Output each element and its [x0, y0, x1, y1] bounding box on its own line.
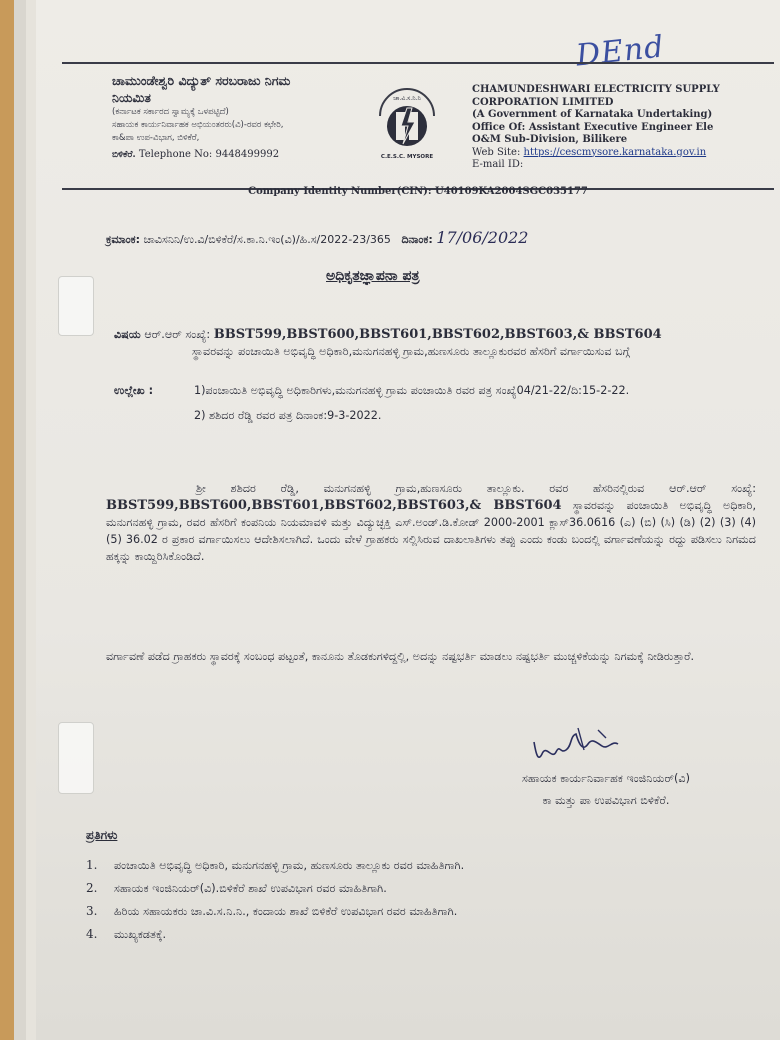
copy-text: ಮುಖ್ಯಕಡತಕ್ಕೆ. — [114, 928, 167, 941]
logo-text-top: ಚಾ.ವಿ.ಸ.ನಿ.ನಿ — [393, 95, 421, 102]
company-name: CHAMUNDESHWARI ELECTRICITY SUPPLY — [472, 84, 720, 95]
letterhead-kannada — [112, 72, 362, 160]
signature-block — [456, 768, 756, 812]
para1-start: ಶ್ರೀ ಶಶಿದರ ರೆಡ್ಡಿ, ಮನುಗನಹಳ್ಳಿ ಗ್ರಾಮ,ಹುಣಸೂರು ತಾಲ್ಲೂಕು. ರವರ ಹೆಸರಿನಲ್ಲಿರುವ ಆರ್.ಆರ್ ಸಂಖ್ಯೆ: — [196, 482, 756, 495]
signature-designation: ಸಹಾಯಕ ಕಾರ್ಯನಿರ್ವಾಹಕ ಇಂಜಿನಿಯರ್(ವಿ) — [522, 772, 690, 785]
copy-text: ಪಂಚಾಯಿತಿ ಅಭಿವೃದ್ಧಿ ಅಧಿಕಾರಿ, ಮನುಗನಹಳ್ಳಿ ಗ್ರಾಮ, ಹುಣಸೂರು ತಾಲ್ಲೂಕು ರವರ ಮಾಹಿತಿಗಾಗಿ. — [114, 859, 465, 872]
letter-page — [36, 0, 780, 1040]
copy-text: ಸಹಾಯಕ ಇಂಜಿನಿಯರ್(ವಿ).ಬಿಳಿಕೆರೆ ಶಾಖೆ ಉಪವಿಭಾಗ ರವರ ಮಾಹಿತಿಗಾಗಿ. — [114, 882, 387, 895]
copies-heading: ಪ್ರತಿಗಳು — [86, 828, 118, 842]
date-label: ದಿನಾಂಕ: — [401, 233, 433, 246]
subject-block — [114, 326, 754, 360]
reference-item-2: 2) ಶಶಿದರ ರೆಡ್ಡಿ ರವರ ಪತ್ರ ದಿನಾಂಕ:9-3-2022. — [194, 409, 382, 422]
website-line — [472, 147, 772, 160]
copy-number: 4. — [86, 927, 98, 941]
letterhead — [62, 62, 774, 197]
kannada-company-name-2: ನಿಯಮಿತ — [112, 90, 151, 105]
references-block — [114, 382, 754, 424]
signature-office: ಕಾ ಮತ್ತು ಪಾ ಉಪವಿಭಾಗ ಬಿಳಿಕೆರೆ. — [542, 794, 670, 807]
kannada-subtitle: (ಕರ್ನಾಟಕ ಸರ್ಕಾರದ ಸ್ವಾಮ್ಯಕ್ಕೆ ಒಳಪಟ್ಟಿದೆ) — [112, 107, 229, 117]
kannada-office: ಸಹಾಯಕ ಕಾರ್ಯನಿರ್ವಾಹಕ ಅಭಿಯಂತರರು(ವಿ)-ರವರ ಕಛೇರಿ, — [112, 120, 284, 130]
reference-number-label: ಕ್ರಮಾಂಕ: — [106, 233, 140, 246]
subject-prefix: ಆರ್.ಆರ್ ಸಂಖ್ಯೆ: — [144, 328, 211, 341]
kannada-company-name: ಚಾಮುಂಡೇಶ್ವರಿ ವಿದ್ಯುತ್ ಸರಬರಾಜು ನಿಗಮ — [112, 73, 291, 88]
email-label: E-mail ID: — [472, 159, 524, 170]
subject-text: ಸ್ಥಾವರವನ್ನು ಪಂಚಾಯಿತಿ ಅಭಿವೃದ್ಧಿ ಅಧಿಕಾರಿ,ಮನುಗನಹಳ್ಳಿ ಗ್ರಾಮ,ಹುಣಸೂರು ತಾಲ್ಲೂಕುರವರ ಹೆಸರಿಗೆ ವರ್ಗಾಯಿಸುವ ಬಗ್ಗೆ — [192, 345, 630, 358]
cesc-logo — [372, 86, 442, 162]
telephone-label: Telephone No: — [138, 149, 213, 160]
copies-list — [86, 854, 766, 946]
copy-text: ಹಿರಿಯ ಸಹಾಯಕರು ಚಾ.ವಿ.ಸ.ನಿ.ನಿ., ಕಂದಾಯ ಶಾಖೆ ಬಿಳಿಕೆರೆ ಉಪವಿಭಾಗ ರವರ ಮಾಹಿತಿಗಾಗಿ. — [114, 905, 458, 918]
telephone-line — [112, 149, 362, 160]
copy-item — [86, 877, 766, 900]
document-title: ಅಧಿಕೃತಜ್ಞಾಪನಾ ಪತ್ರ — [326, 268, 420, 284]
binder-clip — [58, 276, 94, 336]
copy-number: 2. — [86, 881, 98, 895]
body-paragraph-1 — [106, 480, 756, 565]
handwritten-remark: DEnd — [574, 29, 667, 74]
reference-item-1-row — [114, 382, 754, 399]
office-subdivision: O&M Sub-Division, Bilikere — [472, 134, 628, 145]
company-undertaking: (A Government of Karnataka Undertaking) — [472, 109, 713, 120]
copy-item — [86, 923, 766, 946]
para1-rr-numbers: BBST599,BBST600,BBST601,BBST602,BBST603,& BBST604 — [106, 498, 562, 513]
telephone-prefix: ಬಿಳಿಕೆರೆ. — [112, 150, 136, 160]
company-cin: Company Identity Number(CIN): U40109KA2004SGC035177 — [248, 186, 588, 197]
subject-label: ವಿಷಯ — [114, 328, 141, 341]
company-name-2: CORPORATION LIMITED — [472, 96, 614, 108]
subject-rr-numbers: BBST599,BBST600,BBST601,BBST602,BBST603,& BBST604 — [213, 327, 662, 342]
body-paragraph-2: ವರ್ಗಾವಣೆ ಪಡೆದ ಗ್ರಾಹಕರು ಸ್ಥಾವರಕ್ಕೆ ಸಂಬಂಧ ಪಟ್ಟಂತೆ, ಕಾನೂನು ತೊಡಕುಗಳಿದ್ದಲ್ಲಿ, ಅದನ್ನು ನಷ್ಟಭರ್ತಿ ಮಾಡಲು ನಷ್ಟಭರ್ತಿ ಮುಚ್ಚಳಿಕೆಯನ್ನು ನಿಗಮಕ್ಕೆ ನೀಡಿರುತ್ತಾರೆ. — [106, 650, 695, 663]
copy-number: 3. — [86, 904, 98, 918]
copy-number: 1. — [86, 858, 98, 872]
signature-mark — [526, 724, 646, 774]
copy-item — [86, 900, 766, 923]
reference-line — [106, 228, 528, 247]
copy-item — [86, 854, 766, 877]
office-name: Office Of: Assistant Executive Engineer Ele — [472, 121, 714, 133]
references-label: ಉಲ್ಲೇಖ : — [114, 384, 154, 397]
website-link[interactable]: https://cescmysore.karnataka.gov.in — [523, 146, 707, 158]
website-label: Web Site: — [472, 146, 521, 158]
letter-date: 17/06/2022 — [436, 228, 529, 247]
binder-clip — [58, 722, 94, 794]
reference-number: ಚಾವಿಸನಿನಿ/ಉ.ವಿ/ಬಿಳಿಕೆರೆ/ಸ.ಕಾ.ನಿ.ಇಂ(ವಿ)/ಹಿ.ಸ/2022-23/365 — [143, 233, 391, 246]
letterhead-english — [472, 84, 772, 172]
kannada-subdivision: ಕಾ&ಪಾ ಉಪ-ವಿಭಾಗ, ಬಿಳಿಕೆರೆ, — [112, 133, 200, 143]
logo-text-bottom: C.E.S.C. MYSORE — [380, 154, 434, 160]
reference-item-1: 1)ಪಂಚಾಯಿತಿ ಅಭಿವೃದ್ಧಿ ಅಧಿಕಾರಿಗಳು,ಮನುಗನಹಳ್ಳಿ ಗ್ರಾಮ ಪಂಚಾಯಿತಿ ರವರ ಪತ್ರ ಸಂಖ್ಯೆ04/21-22/ದಿ:15-2-22. — [194, 384, 630, 397]
telephone-number: 9448499992 — [215, 149, 280, 160]
para1-rest: ಸ್ಥಾವರವನ್ನು ಪಂಚಾಯಿತಿ ಅಭಿವೃದ್ಧಿ ಅಧಿಕಾರಿ, ಮನುಗನಹಳ್ಳಿ ಗ್ರಾಮ, ರವರ ಹೆಸರಿಗೆ ಕಂಪನಿಯ ನಿಯಮಾವಳಿ ಮತ್ತು ವಿದ್ಯುಚ್ಛಕ್ತಿ ಎಸ್.ಅಂಡ್.ಡಿ.ಕೋಡ್ 2000-2001 ಕ್ಲಾಸ್36.0616 (ಎ) (ಬಿ) (ಸಿ) (ಡಿ) (2) (3) (4) (5) 36.02 ರ ಪ್ರಕಾರ ವರ್ಗಾಯಿಸಲು ಆದೇಶಿಸಲಾಗಿದೆ. ಒಂದು ವೇಳೆ ಗ್ರಾಹಕರು ಸಲ್ಲಿಸಿರುವ ದಾಖಲಾತಿಗಳು ತಪ್ಪು ಎಂದು ಕಂಡು ಬಂದಲ್ಲಿ ವರ್ಗಾವಣೆಯನ್ನು ರದ್ದು ಪಡಿಸಲು ನಿಗಮದ ಹಕ್ಕನ್ನು ಕಾಯ್ದಿರಿಸಿಕೊಂಡಿದೆ. — [106, 499, 757, 563]
